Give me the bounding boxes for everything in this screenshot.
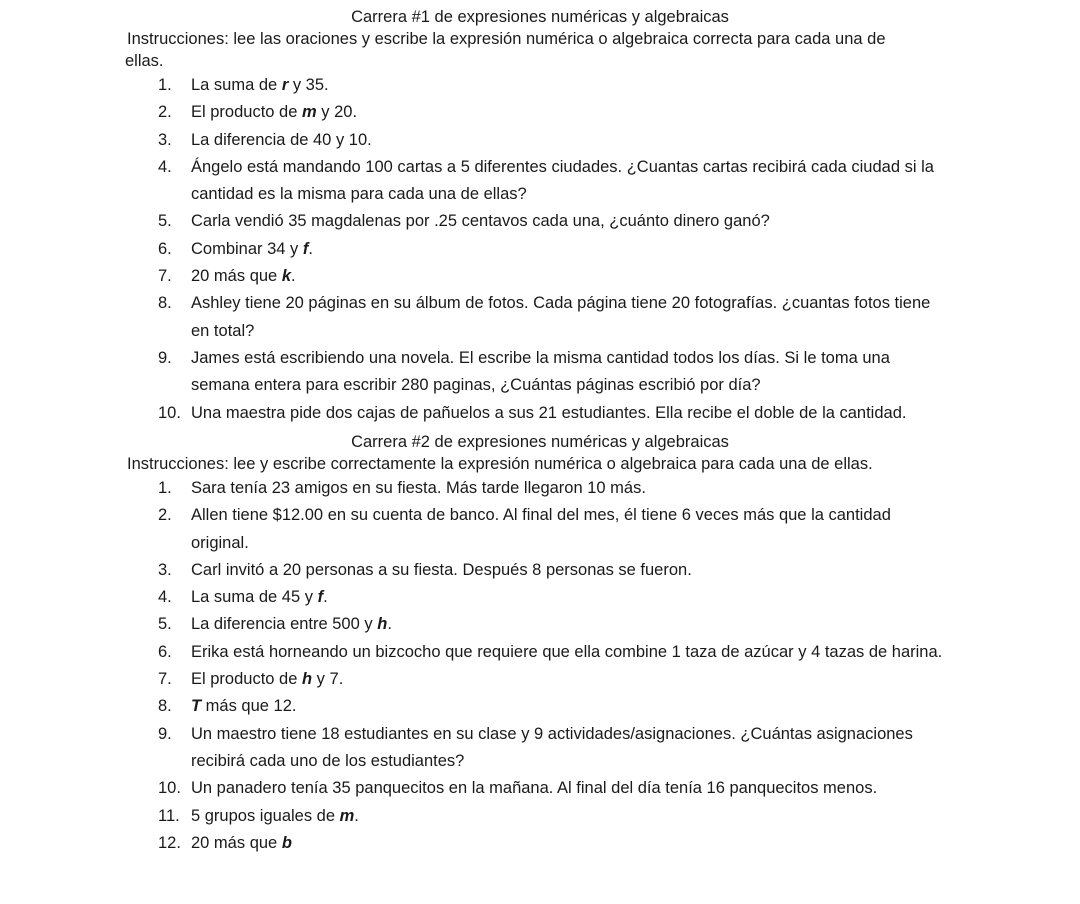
- variable: T: [191, 697, 202, 716]
- item-number: 1.: [158, 76, 172, 94]
- list-item: [0, 584, 951, 611]
- race-1-list: [0, 72, 1080, 427]
- list-item: [0, 127, 951, 154]
- race-1-instructions-line1: Instrucciones: lee las oraciones y escribe la expresión numérica o algebraica correcta para cada una de: [127, 30, 886, 48]
- race-2-section: [0, 431, 1080, 857]
- variable: h: [377, 615, 388, 634]
- item-text: [191, 615, 392, 633]
- item-text-part: 20 más que: [191, 267, 282, 286]
- race-1-instructions: [0, 28, 947, 72]
- list-item: [0, 99, 951, 126]
- item-number: 12.: [158, 833, 181, 852]
- item-text: James está escribiendo una novela. El escribe la misma cantidad todos los días. Si le toma una semana entera para escribir 280 paginas, ¿Cuántas páginas escribió por día?: [191, 348, 890, 395]
- race-1-section: [0, 6, 1080, 427]
- item-number: 8.: [158, 294, 172, 313]
- item-text-part: más que 12.: [201, 697, 297, 716]
- item-text-part: y 35.: [288, 76, 329, 94]
- list-item: [0, 721, 951, 776]
- list-item: [0, 775, 951, 802]
- list-item: [0, 263, 951, 290]
- list-item: [0, 345, 951, 400]
- item-number: 5.: [158, 615, 172, 634]
- variable: b: [281, 833, 292, 852]
- item-text: [191, 103, 357, 121]
- variable: k: [281, 267, 291, 286]
- item-text: Allen tiene $12.00 en su cuenta de banco. Al final del mes, él tiene 6 veces más que la cantidad original.: [191, 506, 891, 552]
- list-item: [0, 208, 951, 235]
- list-item: [0, 830, 951, 857]
- list-item: [0, 557, 951, 584]
- item-number: 4.: [158, 157, 172, 176]
- item-text: Ángelo está mandando 100 cartas a 5 diferentes ciudades. ¿Cuantas cartas recibirá cada ciudad si la cantidad es la misma para cada una de ellas?: [191, 157, 934, 204]
- list-item: [0, 400, 951, 427]
- list-item: [0, 803, 951, 830]
- item-text: Sara tenía 23 amigos en su fiesta. Más tarde llegaron 10 más.: [191, 479, 646, 497]
- item-number: 3.: [158, 130, 172, 149]
- list-item: [0, 693, 951, 720]
- variable: m: [302, 103, 317, 122]
- item-number: 9.: [158, 348, 172, 367]
- item-text: [191, 267, 296, 285]
- item-number: 6.: [158, 642, 172, 661]
- item-text: Un maestro tiene 18 estudiantes en su clase y 9 actividades/asignaciones. ¿Cuántas asignaciones recibirá cada uno de los estudiantes?: [191, 724, 913, 770]
- item-number: 4.: [158, 588, 172, 607]
- item-number: 2.: [158, 103, 172, 122]
- item-number: 10.: [158, 403, 181, 422]
- item-text-part: y 20.: [316, 103, 358, 122]
- item-text-part: El producto de: [191, 103, 302, 122]
- item-number: 7.: [158, 267, 172, 286]
- list-item: [0, 236, 951, 263]
- item-number: 5.: [158, 212, 172, 231]
- item-text-part: 5 grupos iguales de: [191, 806, 340, 825]
- item-text: Carl invitó a 20 personas a su fiesta. Después 8 personas se fueron.: [191, 560, 692, 579]
- item-number: 6.: [158, 239, 172, 258]
- variable: h: [302, 670, 313, 689]
- item-text-part: Combinar 34 y: [191, 239, 303, 258]
- item-number: 9.: [158, 724, 172, 743]
- item-text-part: .: [387, 615, 392, 634]
- item-text: [191, 807, 359, 825]
- item-text: Erika está horneando un bizcocho que requiere que ella combine 1 taza de azúcar y 4 tazas de harina.: [191, 642, 943, 661]
- list-item: [0, 639, 951, 666]
- list-item: [0, 666, 951, 693]
- list-item: [0, 502, 951, 557]
- item-number: 8.: [158, 697, 172, 716]
- variable: r: [281, 76, 289, 94]
- item-text: [191, 670, 343, 688]
- variable: f: [302, 239, 309, 258]
- item-text: Una maestra pide dos cajas de pañuelos a sus 21 estudiantes. Ella recibe el doble de la cantidad.: [191, 403, 907, 422]
- item-text-part: y 7.: [312, 670, 344, 689]
- item-number: 7.: [158, 670, 172, 689]
- item-text-part: .: [323, 588, 328, 607]
- list-item: [0, 154, 951, 209]
- item-text-part: 20 más que: [191, 833, 282, 852]
- item-text-part: La suma de: [191, 76, 282, 94]
- list-item: [0, 475, 951, 502]
- item-text-part: .: [354, 806, 359, 825]
- list-item: [0, 290, 951, 345]
- item-number: 10.: [158, 779, 181, 798]
- item-text: [191, 588, 328, 606]
- item-text-part: La suma de 45 y: [191, 588, 318, 607]
- list-item: [0, 611, 951, 638]
- item-text: Un panadero tenía 35 panquecitos en la mañana. Al final del día tenía 16 panquecitos menos.: [191, 779, 878, 798]
- item-text: [191, 834, 292, 852]
- item-text: [191, 76, 329, 94]
- item-text-part: .: [308, 239, 313, 258]
- race-2-instructions: Instrucciones: lee y escribe correctamente la expresión numérica o algebraica para cada una de ellas.: [127, 455, 873, 473]
- race-1-instructions-line2: ellas.: [125, 52, 164, 70]
- item-number: 2.: [158, 506, 172, 525]
- item-text-part: La diferencia entre 500 y: [191, 615, 378, 634]
- item-text: Ashley tiene 20 páginas en su álbum de fotos. Cada página tiene 20 fotografías. ¿cuantas fotos tiene en total?: [191, 294, 931, 340]
- item-number: 1.: [158, 479, 172, 497]
- race-2-list: [0, 475, 1080, 857]
- item-number: 11.: [158, 806, 180, 825]
- race-2-title: Carrera #2 de expresiones numéricas y algebraicas: [351, 433, 729, 451]
- item-text: [191, 240, 313, 258]
- list-item: [0, 72, 951, 99]
- race-1-title: Carrera #1 de expresiones numéricas y algebraicas: [351, 8, 729, 26]
- variable: m: [339, 806, 355, 825]
- item-text-part: .: [291, 267, 296, 286]
- item-text: Carla vendió 35 magdalenas por .25 centavos cada una, ¿cuánto dinero ganó?: [191, 212, 770, 231]
- item-text-part: El producto de: [191, 670, 302, 689]
- variable: f: [317, 588, 324, 607]
- item-text: [191, 697, 296, 715]
- item-number: 3.: [158, 560, 172, 579]
- item-text: La diferencia de 40 y 10.: [191, 130, 372, 149]
